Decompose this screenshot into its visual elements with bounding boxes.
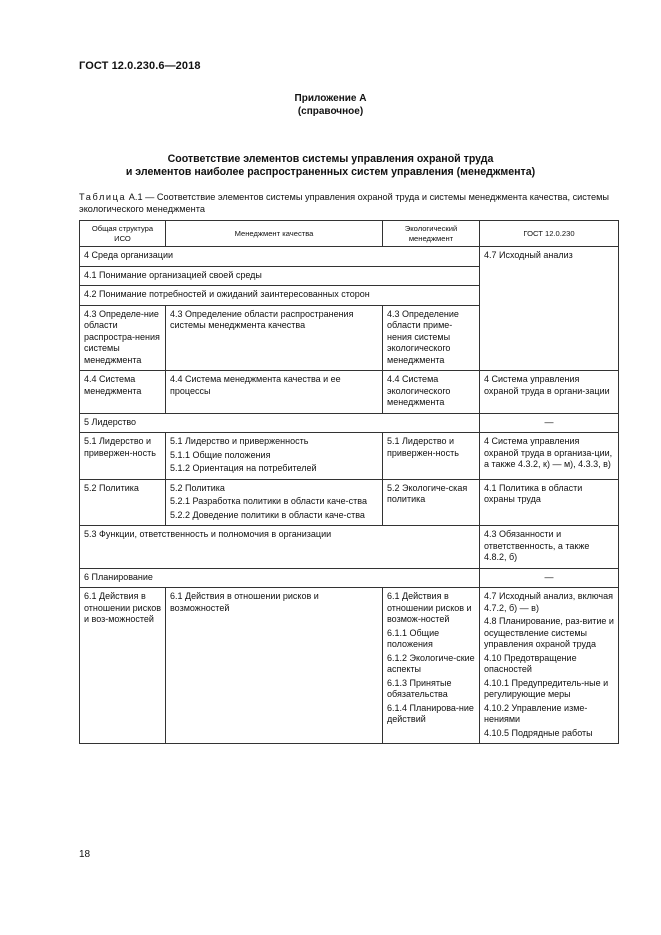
environment-cell: 5.2 Экологиче-ская политика — [383, 479, 480, 526]
quality-item: 5.2.1 Разработка политики в области каче-ства — [170, 496, 367, 506]
quality-cell: 6.1 Действия в отношении рисков и возможностей — [166, 588, 383, 744]
table-header-row — [80, 221, 619, 247]
iso-cell: 4.4 Система менеджмента — [80, 371, 166, 414]
iso-cell: 5.1 Лидерство и привержен-ность — [80, 433, 166, 480]
environment-item: 6.1.3 Принятые обязательства — [387, 677, 452, 699]
correspondence-table — [79, 220, 619, 744]
row-span-cell: 5.3 Функции, ответственность и полномочия в организации — [80, 526, 480, 569]
table-row — [80, 526, 619, 569]
section-title-line2: и элементов наиболее распространенных систем управления (менеджмента) — [125, 166, 536, 178]
appendix-title: Приложение А — [294, 93, 367, 104]
iso-cell: 5.2 Политика — [80, 479, 166, 526]
quality-cell: 4.3 Определение области распространения системы менеджмента качества — [166, 305, 383, 371]
section-title — [0, 153, 661, 179]
table-row — [80, 479, 619, 526]
header-iso: Общая структура ИСО — [80, 221, 166, 247]
quality-item: 5.2.2 Доведение политики в области каче-ства — [170, 509, 365, 520]
table-row — [80, 568, 619, 588]
gost-cell: — — [480, 568, 619, 588]
gost-cell: 4 Система управления охраной труда в организа-ции, а также 4.3.2, к) — м), 4.3.3, в) — [480, 433, 619, 480]
environment-cell: 5.1 Лидерство и привержен-ность — [383, 433, 480, 480]
row-span-cell: 4.1 Понимание организацией своей среды — [80, 266, 480, 286]
gost-item: 4.7 Исходный анализ, включая 4.7.2, б) — в) — [484, 591, 613, 613]
row-span-cell: 4.2 Понимание потребностей и ожиданий заинтересованных сторон — [80, 286, 480, 306]
environment-item: 6.1.1 Общие положения — [387, 627, 440, 649]
quality-item: 5.1.1 Общие положения — [170, 449, 271, 460]
gost-item: 4.10 Предотвращение опасностей — [484, 652, 577, 674]
document-code: ГОСТ 12.0.230.6—2018 — [79, 60, 201, 72]
table-row — [80, 413, 619, 433]
header-environment: Экологический менеджмент — [383, 221, 480, 247]
gost-cell: 4.3 Обязанности и ответственность, а также 4.8.2, б) — [480, 526, 619, 569]
environment-cell — [383, 588, 480, 744]
table-row — [80, 588, 619, 744]
appendix-heading — [0, 92, 661, 118]
environment-item: 6.1.4 Планирова-ние действий — [387, 702, 474, 724]
gost-cell: — — [480, 413, 619, 433]
row-span-cell: 4 Среда организации — [80, 247, 480, 267]
table-caption-text: А.1 — Соответствие элементов системы управления охраной труда и системы менеджмента качества, системы экологического менеджмента — [79, 192, 610, 214]
environment-cell: 4.3 Определение области приме-нения системы экологического менеджмента — [383, 305, 480, 371]
environment-item: 6.1.2 Экологиче-ские аспекты — [387, 652, 475, 674]
gost-item: 4.10.2 Управление изме-нениями — [484, 702, 588, 724]
iso-cell: 4.3 Определе-ние области распростра-нения системы менеджмента — [80, 305, 166, 371]
page-number: 18 — [79, 849, 91, 860]
table-caption-label: Таблица — [79, 192, 127, 202]
table-row — [80, 247, 619, 267]
quality-item: 5.1.2 Ориентация на потребителей — [170, 463, 317, 473]
header-gost: ГОСТ 12.0.230 — [480, 221, 619, 247]
row-span-cell: 5 Лидерство — [80, 413, 480, 433]
quality-cell — [166, 479, 383, 526]
quality-cell — [166, 433, 383, 480]
gost-cell: 4.1 Политика в области охраны труда — [480, 479, 619, 526]
gost-item: 4.8 Планирование, раз-витие и осуществление системы управления охраной труда — [484, 616, 614, 649]
quality-item: 5.1 Лидерство и приверженность — [170, 436, 309, 446]
environment-item: 6.1 Действия в отношении рисков и возмож-ностей — [387, 591, 472, 624]
gost-cell: 4 Система управления охраной труда в органи-зации — [480, 371, 619, 414]
table-row — [80, 433, 619, 480]
gost-item: 4.10.5 Подрядные работы — [484, 727, 593, 738]
section-title-line1: Соответствие элементов системы управления охраной труда — [167, 153, 494, 165]
table-caption — [79, 192, 619, 215]
gost-cell — [480, 588, 619, 744]
gost-cell: 4.7 Исходный анализ — [480, 247, 619, 371]
iso-cell: 6.1 Действия в отношении рисков и воз-можностей — [80, 588, 166, 744]
row-span-cell: 6 Планирование — [80, 568, 480, 588]
quality-cell: 4.4 Система менеджмента качества и ее процессы — [166, 371, 383, 414]
gost-item: 4.10.1 Предупредитель-ные и регулирующие меры — [484, 677, 609, 699]
table-row — [80, 371, 619, 414]
header-quality: Менеджмент качества — [166, 221, 383, 247]
appendix-subtitle: (справочное) — [297, 106, 364, 117]
quality-item: 5.2 Политика — [170, 482, 225, 493]
environment-cell: 4.4 Система экологического менеджмента — [383, 371, 480, 414]
